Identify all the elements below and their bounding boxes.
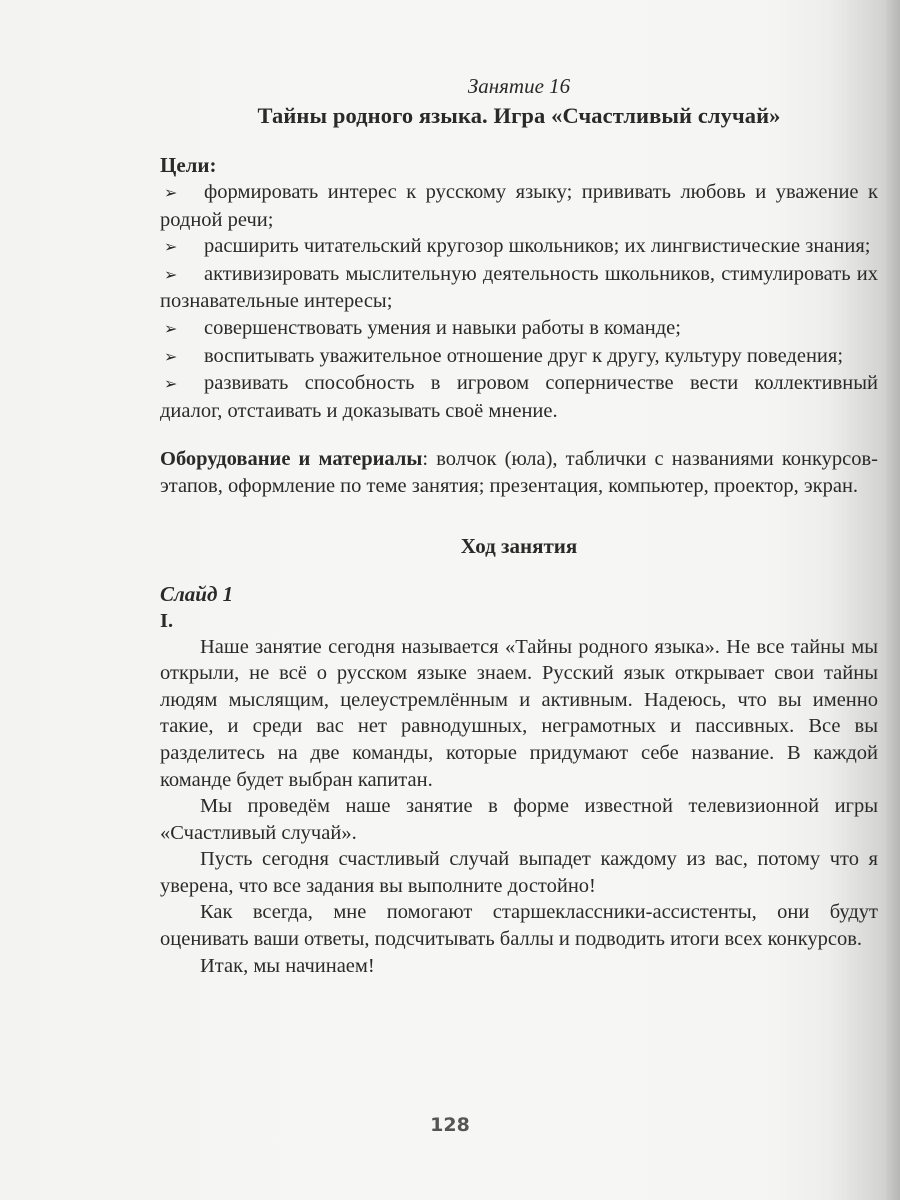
body-paragraph [160,953,878,980]
goals-heading: Цели: [160,153,217,177]
equipment-text: : волчок (юла), таблички с названиями конкурсов-этапов, оформление по теме занятия; презентация, компьютер, проектор, экран. [160,448,879,497]
paragraph-text: Как всегда, мне помогают старшеклассники-ассистенты, они будут оценивать ваши ответы, подсчитывать баллы и подводить итоги всех конкурсов. [160,901,878,951]
goal-text: формировать интерес к русскому языку; прививать любовь и уважение к родной речи; [160,181,878,231]
slide-label: Слайд 1 [160,581,234,606]
goal-item [160,233,878,261]
body-paragraph [160,634,878,794]
arrowhead-bullet-icon: ➢ [164,183,178,202]
gutter-shadow [886,0,900,1200]
body-paragraph [160,899,878,952]
arrowhead-bullet-icon: ➢ [164,346,178,366]
progress-heading: Ход занятия [460,533,578,558]
page-number: 128 [430,1114,470,1136]
arrowhead-bullet-icon: ➢ [164,318,178,338]
goal-item [160,343,878,371]
body-paragraph [160,793,878,846]
goal-item [160,179,878,233]
goal-text: совершенствовать умения и навыки работы в команде; [204,316,681,339]
arrowhead-bullet-icon: ➢ [164,237,178,257]
arrowhead-bullet-icon: ➢ [164,374,178,394]
equipment-label: Оборудование и материалы [160,448,423,471]
goal-item [160,370,878,424]
goal-item [160,315,878,343]
goals-list [160,179,878,424]
lesson-label: Занятие 16 [467,74,571,98]
paragraph-text: Мы проведём наше занятие в форме известной телевизионной игры «Счастливый случай». [160,795,878,844]
paragraph-text: Пусть сегодня счастливый случай выпадет каждому из вас, потому что я уверена, что все задания вы выполните достойно! [160,848,878,897]
equipment-paragraph [160,446,878,499]
goal-text: развивать способность в игровом соперничестве вести коллективный диалог, отстаивать и доказывать своё мнение. [160,372,878,422]
goal-text: расширить читательский кругозор школьников; их лингвистические знания; [204,235,871,258]
lesson-title: Тайны родного языка. Игра «Счастливый случай» [257,103,781,128]
paragraph-text: Наше занятие сегодня называется «Тайны родного языка». Не все тайны мы открыли, не всё о русском языке знаем. Русский язык открывает свои тайны людям мыслящим, целеустремлённым и активным. Надеюсь, что вы именно такие, и среди вас нет равнодушных, неграмотных и пассивных. Все вы разделитесь на две команды, которые придумают себе название. В каждой команде будет выбран капитан. [160,635,878,791]
goal-item [160,261,878,315]
goal-text: воспитывать уважительное отношение друг к другу, культуру поведения; [204,344,844,367]
arrowhead-bullet-icon: ➢ [164,264,178,284]
paragraph-text: Итак, мы начинаем! [200,954,375,977]
section-number: I. [160,609,174,632]
page-content [160,74,878,979]
body-paragraph [160,846,878,899]
goal-text: активизировать мыслительную деятельность школьников, стимулировать их познавательные интересы; [160,262,878,313]
